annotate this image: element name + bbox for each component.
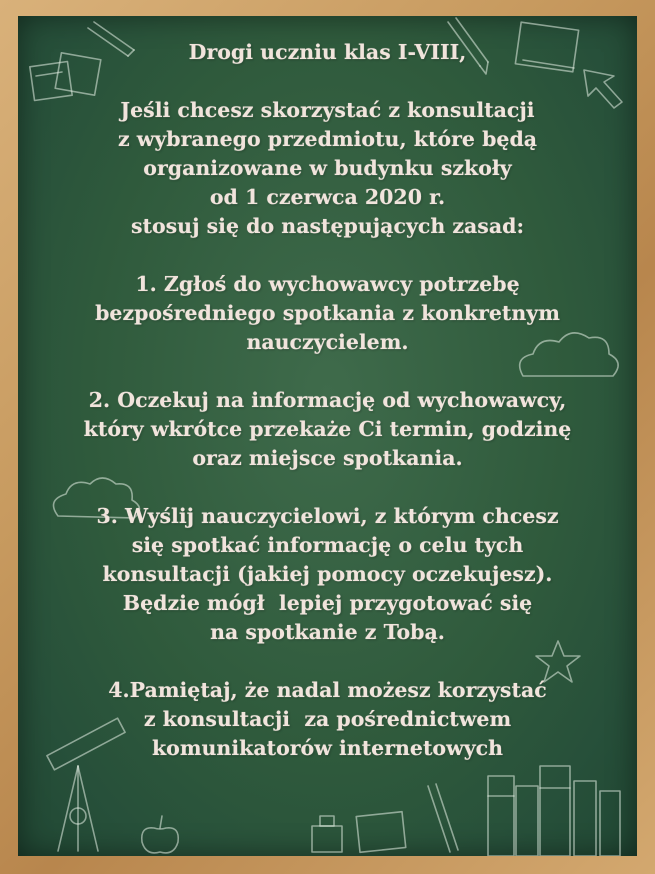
rule-3-line: się spotkać informację o celu tych [131,533,524,557]
rule-1-line: 1. Zgłoś do wychowawcy potrzebę [135,272,520,296]
rule-1-line: nauczycielem. [246,330,409,354]
paper-note-icon [356,812,406,853]
apple-icon [142,816,179,853]
rule-3-line: na spotkanie z Tobą. [210,620,445,644]
rule-3-line: 3. Wyślij nauczycielowi, z którym chcesz [96,504,559,528]
ink-bottle-icon [312,816,342,852]
chalkboard [18,16,637,856]
books-icon [488,766,620,856]
greeting: Drogi uczniu klas I-VIII, [188,40,467,64]
pen-icon [428,784,458,852]
rule-1-line: bezpośredniego spotkania z konkretnym [95,301,560,325]
intro-line: Jeśli chcesz skorzystać z konsultacji [120,98,535,122]
rule-4-line: z konsultacji za pośrednictwem [143,707,512,731]
rule-2-line: oraz miejsce spotkania. [192,446,463,470]
notice-text [18,38,637,763]
rule-4-line: 4.Pamiętaj, że nadal możesz korzystać [108,678,547,702]
intro-line: od 1 czerwca 2020 r. [209,185,446,209]
rule-3-line: Będzie mógł lepiej przygotować się [122,591,533,615]
rule-3-line: konsultacji (jakiej pomocy oczekujesz). [102,562,553,586]
intro-line: stosuj się do następujących zasad: [130,214,525,238]
rule-2-line: który wkrótce przekaże Ci termin, godzinę [83,417,572,441]
rule-4-line: komunikatorów internetowych [151,736,504,760]
intro-line: organizowane w budynku szkoły [143,156,512,180]
rule-2-line: 2. Oczekuj na informację od wychowawcy, [88,388,567,412]
intro-line: z wybranego przedmiotu, które będą [117,127,538,151]
